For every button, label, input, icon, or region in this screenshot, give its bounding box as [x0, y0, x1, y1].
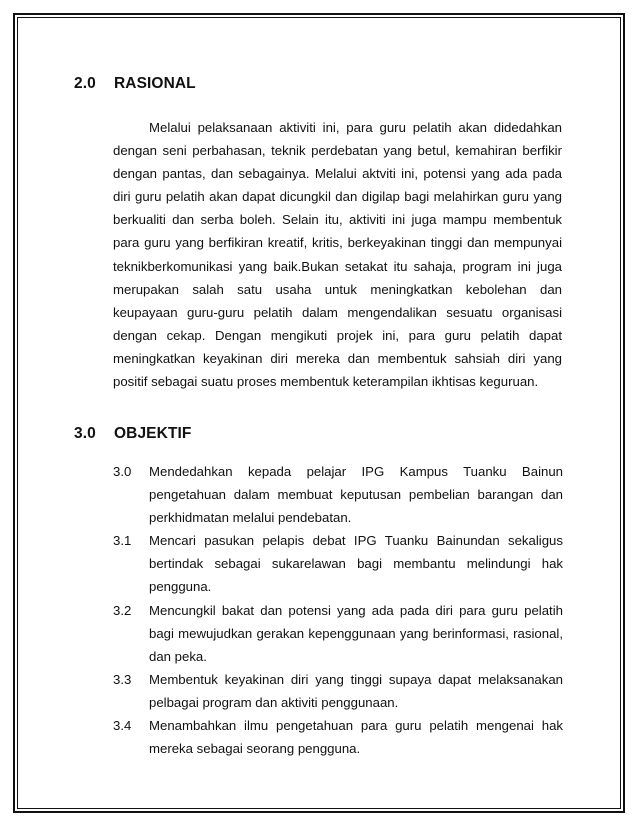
- list-item-number: 3.4: [113, 718, 132, 734]
- list-item-text: Mencungkil bakat dan potensi yang ada pada diri para guru pelatih bagi mewujudkan gerakan kepenggunaan yang berinformasi, rasional, dan peka.: [149, 602, 563, 664]
- list-item: [113, 460, 563, 529]
- section-number: 2.0: [74, 75, 96, 92]
- list-item: [113, 599, 563, 668]
- rasional-paragraph: [113, 116, 562, 393]
- list-item-text: Membentuk keyakinan diri yang tinggi supaya dapat melaksanakan pelbagai program dan aktiviti penggunaan.: [149, 671, 563, 710]
- list-item: [113, 529, 563, 598]
- section-number: 3.0: [74, 425, 96, 442]
- objektif-list: [113, 460, 563, 760]
- section-title: OBJEKTIF: [114, 425, 192, 442]
- list-item-number: 3.1: [113, 533, 132, 549]
- list-item: [113, 714, 563, 760]
- list-item: [113, 668, 563, 714]
- list-item-text: Mendedahkan kepada pelajar IPG Kampus Tuanku Bainun pengetahuan dalam membuat keputusan pembelian barangan dan perkhidmatan melalui pendebatan.: [149, 464, 563, 526]
- list-item-text: Menambahkan ilmu pengetahuan para guru pelatih mengenai hak mereka sebagai seorang pengguna.: [149, 718, 563, 757]
- section-title: RASIONAL: [114, 75, 196, 92]
- list-item-number: 3.2: [113, 602, 132, 618]
- rasional-text: Melalui pelaksanaan aktiviti ini, para guru pelatih akan didedahkan dengan seni perbahasan, teknik perdebatan yang betul, kemahiran berfikir dengan pantas, dan sebagainya. Melalui aktviti ini, potensi yang ada pada diri guru pelatih akan dapat dicungkil dan digilap bagi melahirkan guru yang berkualiti dan serba boleh. Selain itu, aktiviti ini juga mampu membentuk para guru yang berfikiran kreatif, kritis, berkeyakinan tinggi dan mempunyai teknikberkomunikasi yang baik.Bukan setakat itu sahaja, program ini juga merupakan salah satu usaha untuk meningkatkan kebolehan dan keupayaan guru-guru pelatih dalam mengendalikan sesuatu organisasi dengan cekap. Dengan mengikuti projek ini, para guru pelatih dapat meningkatkan keyakinan diri mereka dan membentuk sahsiah diri yang positif sebagai suatu proses membentuk keterampilan ikhtisas keguruan.: [113, 120, 562, 390]
- list-item-text: Mencari pasukan pelapis debat IPG Tuanku Bainundan sekaligus bertindak sebagai sukarelawan bagi membantu melindungi hak pengguna.: [149, 533, 563, 595]
- list-item-number: 3.0: [113, 464, 132, 479]
- list-item-number: 3.3: [113, 671, 132, 687]
- section-heading-rasional: [74, 75, 196, 93]
- section-heading-objektif: [74, 425, 191, 443]
